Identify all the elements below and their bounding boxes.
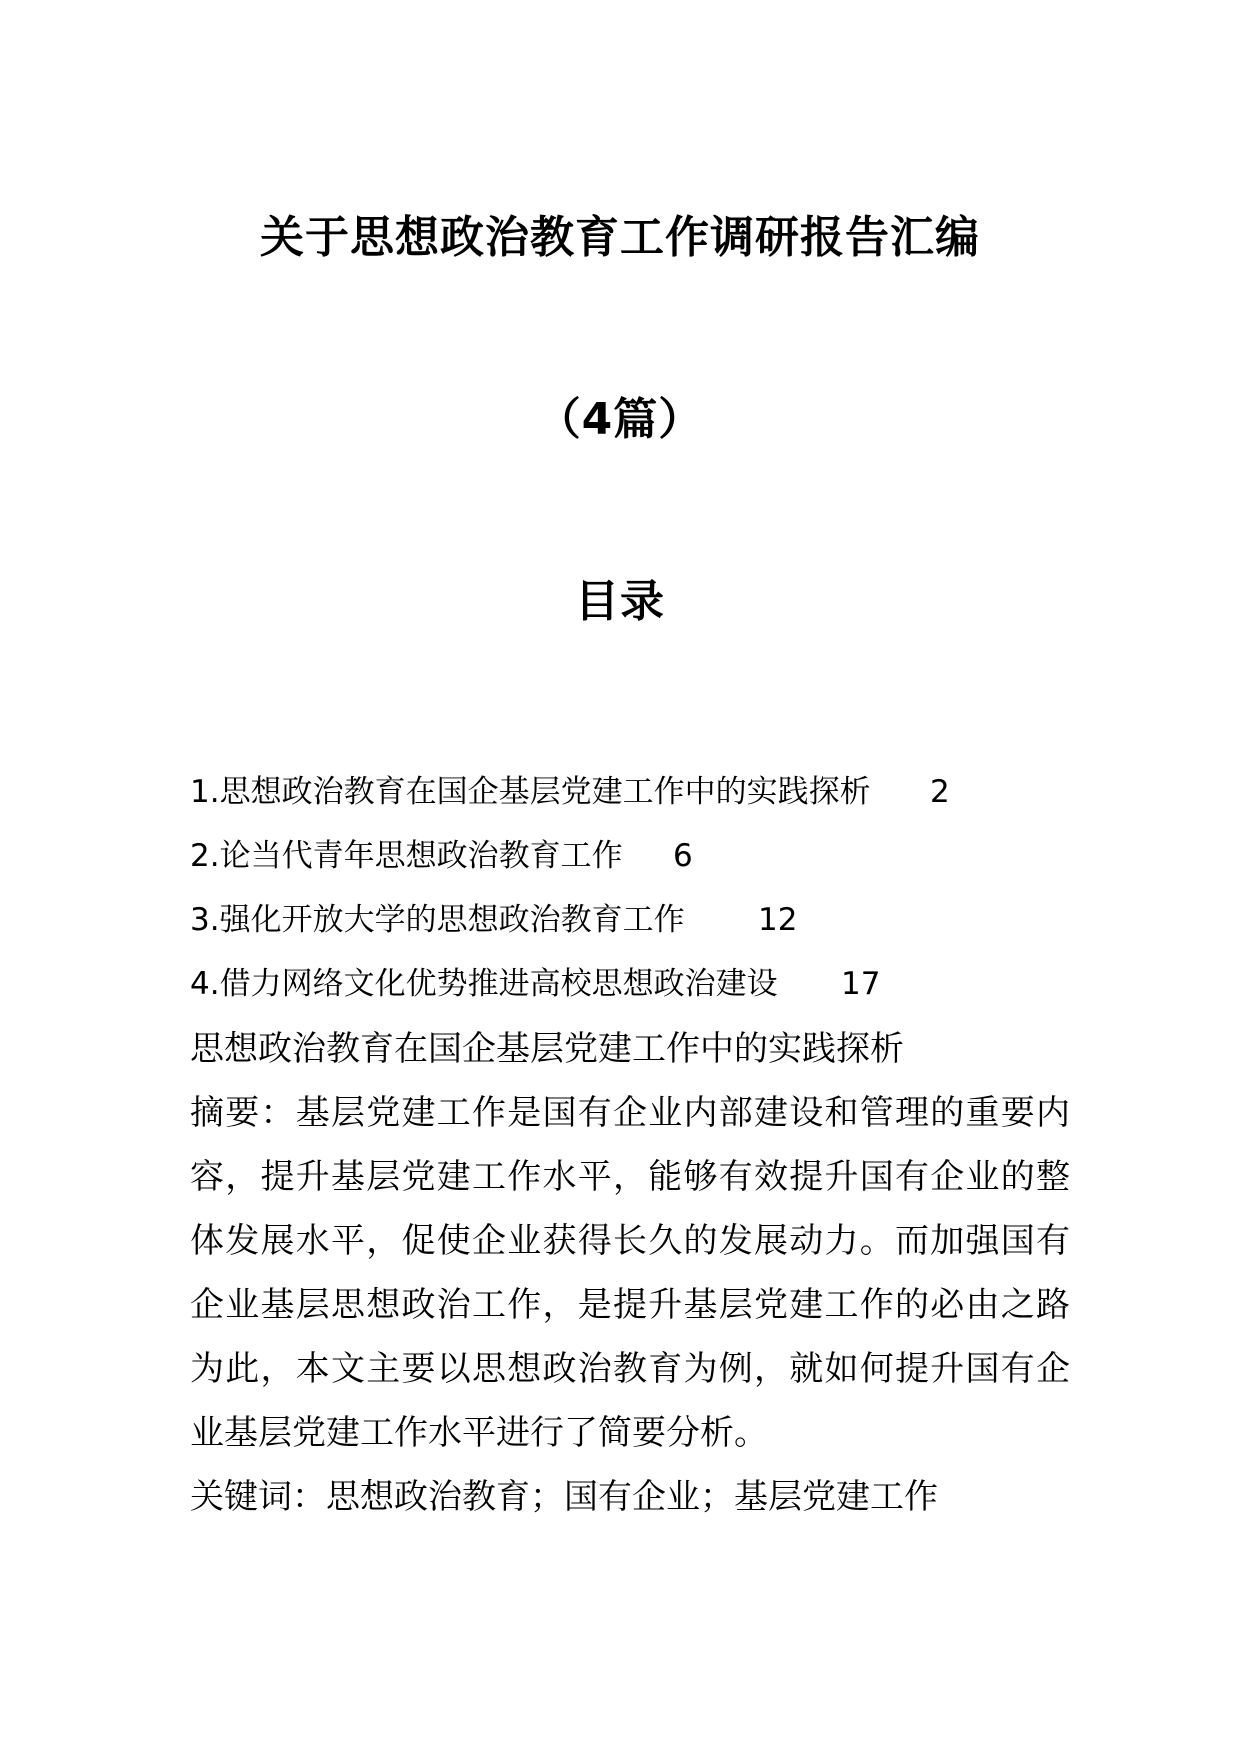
toc-entry-label: 2.论当代青年思想政治教育工作: [190, 838, 623, 874]
toc-entry-page: 12: [758, 902, 798, 938]
toc-entry[interactable]: [190, 824, 1070, 888]
article-body: [190, 1017, 1070, 1529]
keywords-line: 关键词：思想政治教育；国有企业；基层党建工作: [190, 1477, 938, 1517]
toc-entry-label: 4.借力网络文化优势推进高校思想政治建设: [190, 966, 778, 1002]
toc-entry-label: 1.思想政治教育在国企基层党建工作中的实践探析: [190, 774, 871, 810]
document-title: 关于思想政治教育工作调研报告汇编: [260, 212, 980, 263]
toc-entry-page: 2: [930, 774, 950, 810]
toc-heading: 目录: [575, 576, 665, 627]
article-title: 思想政治教育在国企基层党建工作中的实践探析: [190, 1029, 904, 1069]
toc-entry[interactable]: [190, 760, 1070, 824]
toc-entry-page: 17: [841, 966, 881, 1002]
abstract-paragraph: 摘要：基层党建工作是国有企业内部建设和管理的重要内容，提升基层党建工作水平，能够有效提升国有企业的整体发展水平，促使企业获得长久的发展动力。而加强国有企业基层思想政治工作，是提升基层党建工作的必由之路为此，本文主要以思想政治教育为例，就如何提升国有企业基层党建工作水平进行了简要分析。: [190, 1093, 1070, 1453]
toc-entry[interactable]: [190, 952, 1070, 1016]
table-of-contents: [190, 760, 1070, 1016]
toc-entry-label: 3.强化开放大学的思想政治教育工作: [190, 902, 685, 938]
toc-entry-page: 6: [673, 838, 693, 874]
toc-entry[interactable]: [190, 888, 1070, 952]
document-subtitle: （4篇）: [536, 394, 704, 445]
